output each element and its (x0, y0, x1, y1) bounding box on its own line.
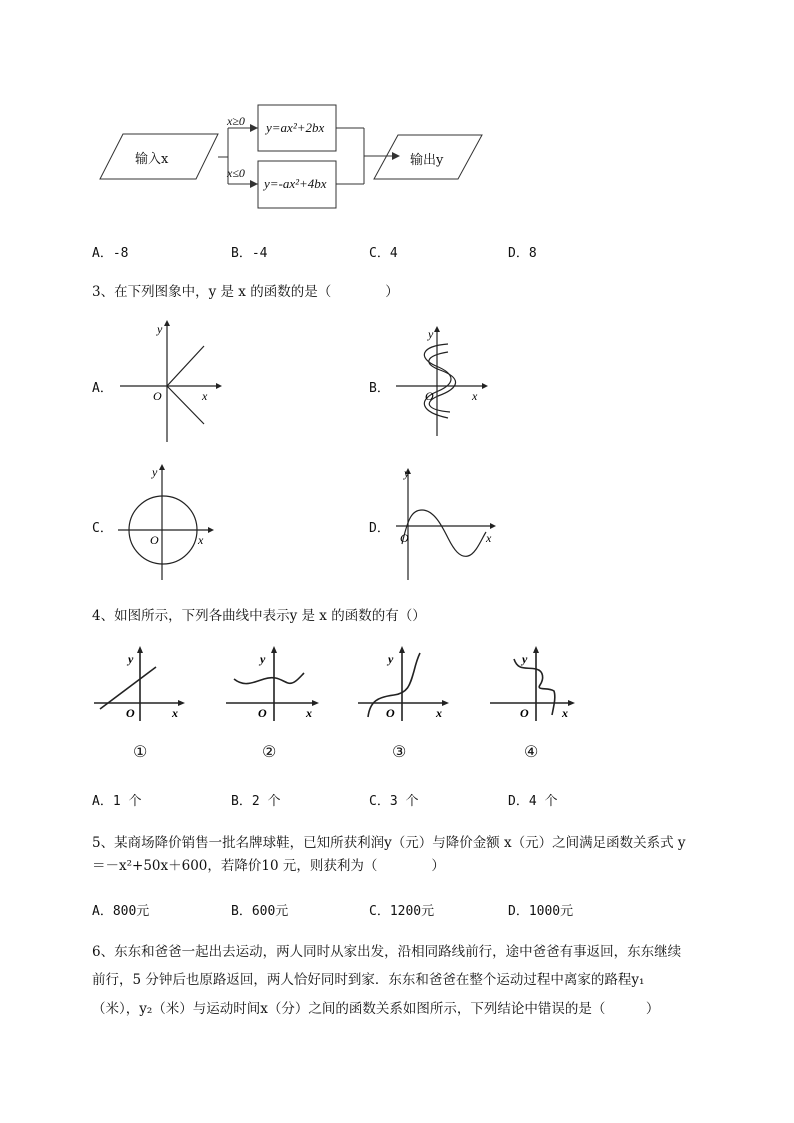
q4-graph-2 (222, 645, 326, 725)
q2-option-a[interactable]: A．-8 (92, 246, 129, 261)
q4-graph-label-4: ④ (524, 742, 539, 761)
svg-text:x: x (486, 531, 492, 545)
flow-input-label: 输入x (135, 152, 169, 167)
axis-y: y (157, 322, 163, 336)
q4-option-d[interactable]: D．4 个 (508, 794, 558, 809)
q3-stem: 3、在下列图象中，y 是 x 的函数的是（ ） (92, 284, 399, 300)
q4-graph-4 (486, 645, 582, 725)
cond-top: x≥0 (227, 114, 245, 128)
q4-graph-3 (354, 645, 458, 725)
q3-graph-a (112, 318, 232, 444)
q6-line3: （米），y₂（米）与运动时间x（分）之间的函数关系如图所示，下列结论中错误的是（ ） (92, 1001, 660, 1017)
svg-text:x: x (198, 533, 204, 547)
axis-x: x (202, 389, 208, 403)
svg-text:y: y (404, 466, 410, 480)
q3-label-a[interactable]: A． (92, 381, 113, 396)
q4-option-c[interactable]: C．3 个 (369, 794, 419, 809)
q6-line1: 6、东东和爸爸一起出去运动，两人同时从家出发，沿相同路线前行，途中爸爸有事返回，东东继续 (92, 944, 682, 960)
q3-graph-c (112, 462, 222, 582)
box-top-formula: y=ax²+2bx (266, 120, 325, 135)
q3-label-b[interactable]: B． (369, 381, 390, 396)
q4-option-b[interactable]: B．2 个 (231, 794, 281, 809)
q3-label-c[interactable]: C． (92, 521, 113, 536)
q3-graph-b (390, 322, 490, 438)
svg-text:O: O (400, 531, 409, 545)
svg-text:O: O (150, 533, 159, 547)
q6-line2: 前行，5 分钟后也原路返回，两人恰好同时到家．东东和爸爸在整个运动过程中离家的路程y₁ (92, 972, 645, 988)
q2-option-b[interactable]: B．-4 (231, 246, 268, 261)
svg-text:y: y (522, 652, 528, 666)
svg-text:y: y (260, 652, 266, 666)
q3-graph-d (390, 466, 500, 582)
flow-output-label: 输出y (410, 153, 444, 168)
svg-text:O: O (126, 706, 135, 720)
svg-text:O: O (520, 706, 529, 720)
flowchart (0, 0, 794, 230)
svg-text:O: O (425, 389, 434, 403)
svg-text:x: x (172, 706, 178, 720)
q4-graph-label-1: ① (133, 742, 148, 761)
q5-line2: ＝－x²+50x＋600，若降价10 元，则获利为（ ） (92, 858, 445, 874)
q4-option-a[interactable]: A．1 个 (92, 794, 142, 809)
q4-graph-label-2: ② (262, 742, 277, 761)
q5-line1: 5、某商场降价销售一批名牌球鞋，已知所获利润y（元）与降价金额 x（元）之间满足函数关系式 y (92, 835, 686, 851)
q2-option-d[interactable]: D．8 (508, 246, 537, 261)
q5-option-d[interactable]: D．1000元 (508, 904, 574, 919)
svg-text:y: y (152, 465, 158, 479)
q4-graph-label-3: ③ (392, 742, 407, 761)
svg-text:x: x (306, 706, 312, 720)
svg-text:O: O (386, 706, 395, 720)
cond-bottom: x≤0 (227, 166, 245, 180)
svg-text:y: y (428, 327, 434, 341)
svg-text:O: O (258, 706, 267, 720)
axis-origin: O (153, 389, 162, 403)
svg-text:x: x (562, 706, 568, 720)
svg-text:y: y (128, 652, 134, 666)
q4-stem: 4、如图所示，下列各曲线中表示y 是 x 的函数的有（） (92, 608, 426, 624)
svg-text:x: x (436, 706, 442, 720)
q3-label-d[interactable]: D． (369, 521, 390, 536)
q2-option-c[interactable]: C．4 (369, 246, 398, 261)
q4-graph-1 (90, 645, 194, 725)
box-bottom-formula: y=-ax²+4bx (264, 176, 327, 191)
q5-option-a[interactable]: A．800元 (92, 904, 150, 919)
q5-option-b[interactable]: B．600元 (231, 904, 289, 919)
q5-option-c[interactable]: C．1200元 (369, 904, 435, 919)
svg-text:y: y (388, 652, 394, 666)
svg-text:x: x (472, 389, 478, 403)
